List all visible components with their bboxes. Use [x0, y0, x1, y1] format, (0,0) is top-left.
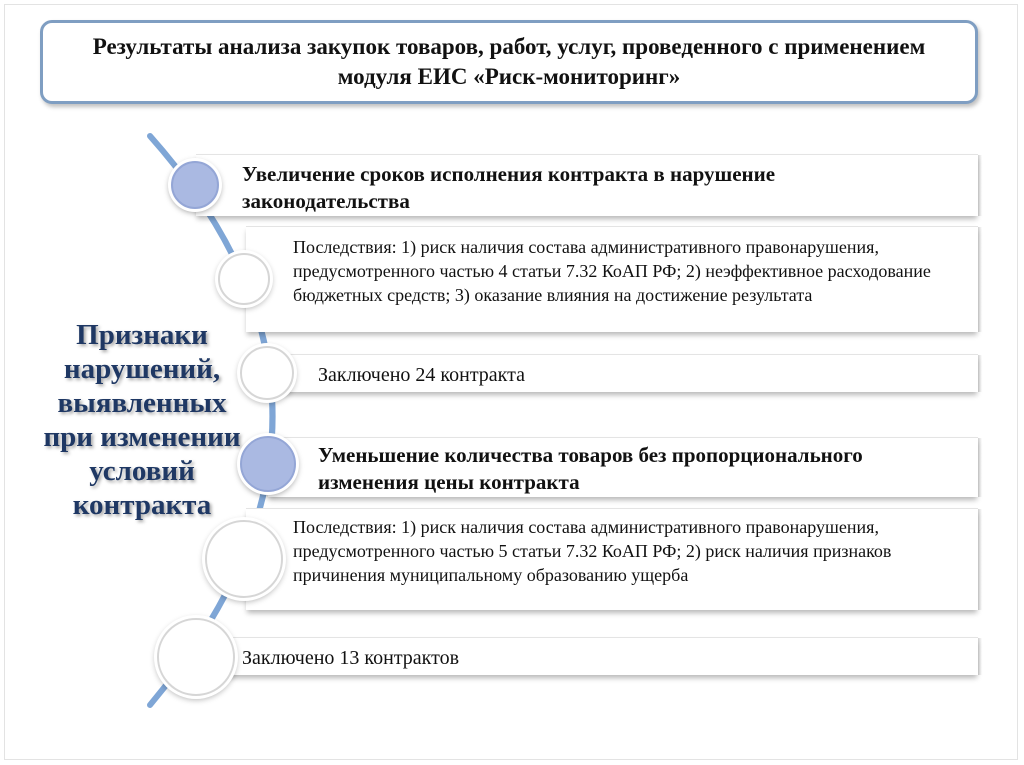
item-contracts-24-text: Заключено 24 контракта	[318, 364, 525, 386]
node-6-circle	[157, 618, 235, 696]
item-decrease-quantity-text: Уменьшение количества товаров без пропорционального изменения цены контракта	[318, 443, 863, 494]
item-contracts-13-text: Заключено 13 контрактов	[242, 647, 460, 669]
item-consequences-1	[246, 226, 978, 332]
node-1-circle	[171, 161, 219, 209]
node-4-circle	[240, 436, 296, 492]
item-contracts-13	[196, 637, 978, 675]
item-increase-terms-text: Увеличение сроков исполнения контракта в нарушение законодательства	[242, 162, 776, 213]
item-decrease-quantity	[268, 437, 978, 497]
item-consequences-2-text: Последствия: 1) риск наличия состава административного правонарушения, предусмотренного частью 5 статьи 7.32 КоАП РФ; 2) риск наличия признаков причинения муниципальному образованию ущерба	[293, 517, 892, 585]
side-label-text: Признаки нарушений, выявленных при изменении условий контракта	[43, 319, 241, 521]
item-consequences-2	[246, 508, 978, 610]
slide-title	[40, 20, 978, 104]
node-5-circle	[205, 520, 283, 598]
side-label	[36, 318, 248, 522]
item-increase-terms	[196, 154, 978, 216]
item-contracts-24	[268, 354, 978, 392]
slide-title-text: Результаты анализа закупок товаров, работ, услуг, проведенного с применением модуля ЕИС «Риск-мониторинг»	[92, 34, 926, 89]
node-3-circle	[240, 346, 294, 400]
item-consequences-1-text: Последствия: 1) риск наличия состава административного правонарушения, предусмотренного частью 4 статьи 7.32 КоАП РФ; 2) неэффективное расходование бюджетных средств; 3) оказание влияния на достижение результата	[293, 237, 931, 305]
node-2-circle	[218, 253, 270, 305]
